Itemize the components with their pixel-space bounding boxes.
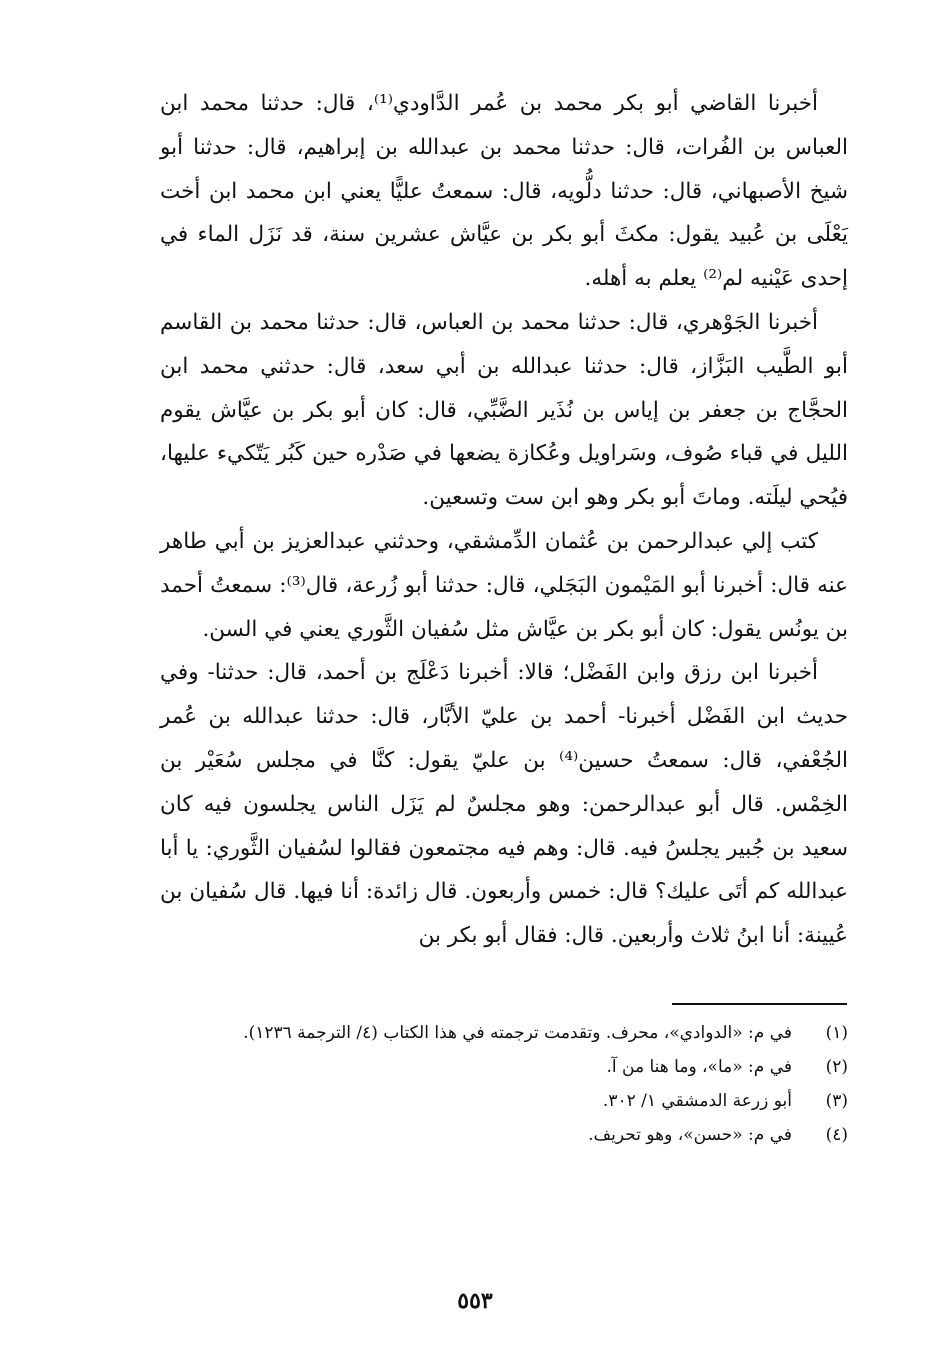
footnote	[160, 1016, 848, 1050]
footnote-text: في م: «حسن»، وهو تحريف.	[588, 1125, 792, 1145]
footnote-divider	[672, 1003, 847, 1005]
footnote-text: أبو زرعة الدمشقي ١/ ٣٠٢.	[602, 1091, 792, 1111]
footnote-number: (٢)	[825, 1057, 848, 1077]
footnote	[160, 1050, 848, 1084]
paragraph: أخبرنا القاضي أبو بكر محمد بن عُمر الدَّاودي⁽¹⁾، قال: حدثنا محمد ابن العباس بن الفُرات، قال: حدثنا محمد بن عبدالله بن إبراهيم، قال: حدثنا أبو شيخ الأصبهاني، قال: حدثنا دلُّويه، قال: سمعتُ عليًّا يعني ابن محمد ابن أخت يَعْلَى بن عُبيد يقول: مكثَ أبو بكر بن عيَّاش عشرين سنة، قد نَزَل الماء في إحدى عَيْنيه لم⁽²⁾ يعلم به أهله.	[160, 91, 848, 292]
main-text	[160, 82, 848, 958]
paragraph: أخبرنا الجَوْهري، قال: حدثنا محمد بن العباس، قال: حدثنا محمد بن القاسم أبو الطَّيب البَزَّاز، قال: حدثنا عبدالله بن أبي سعد، قال: حدثني محمد ابن الحجَّاج بن جعفر بن إياس بن نُذَير الضَّبِّي، قال: كان أبو بكر بن عيَّاش يقوم الليل في قباء صُوف، وسَراويل وعُكازة يضعها في صَدْره حين كَبُر يَتّكيء عليها، فيُحي ليلَته. وماتَ أبو بكر وهو ابن ست وتسعين.	[160, 309, 848, 511]
paragraph: أخبرنا ابن رزق وابن الفَضْل؛ قالا: أخبرنا دَعْلَج بن أحمد، قال: حدثنا- وفي حديث ابن الفَضْل أخبرنا- أحمد بن عليّ الأبَّار، قال: حدثنا عبدالله بن عُمر الجُعْفي، قال: سمعتُ حسين⁽⁴⁾ بن عليّ يقول: كنَّا في مجلس سُعَيْر بن الخِمْس. قال أبو عبدالرحمن: وهو مجلسٌ لم يَزَل الناس يجلسون فيه كان سعيد بن جُبير يجلسُ فيه. قال: وهم فيه مجتمعون فقالوا لسُفيان الثَّوري: يا أبا عبدالله كم أتَى عليك؟ قال: خمس وأربعون. قال زائدة: أنا فيها. قال سُفيان بن عُيينة: أنا ابنُ ثلاث وأربعين. قال: فقال أبو بكر بن	[160, 660, 848, 949]
footnote-number: (٤)	[825, 1125, 848, 1145]
footnote-text: في م: «الدوادي»، محرف. وتقدمت ترجمته في هذا الكتاب (٤/ الترجمة ١٢٣٦).	[243, 1023, 792, 1043]
footnote-number: (٣)	[825, 1091, 848, 1111]
paragraph: كتب إلي عبدالرحمن بن عُثمان الدِّمشقي، وحدثني عبدالعزيز بن أبي طاهر عنه قال: أخبرنا أبو المَيْمون البَجَلي، قال: حدثنا أبو زُرعة، قال⁽³⁾: سمعتُ أحمد بن يونُس يقول: كان أبو بكر بن عيَّاش مثل سُفيان الثَّوري يعني في السن.	[160, 528, 848, 642]
footnotes	[160, 1016, 848, 1152]
footnote	[160, 1118, 848, 1152]
footnote-text: في م: «ما»، وما هنا من آ.	[606, 1057, 792, 1077]
footnote-number: (١)	[825, 1023, 848, 1043]
footnote	[160, 1084, 848, 1118]
page-number: ٥٥٣	[457, 1288, 493, 1314]
